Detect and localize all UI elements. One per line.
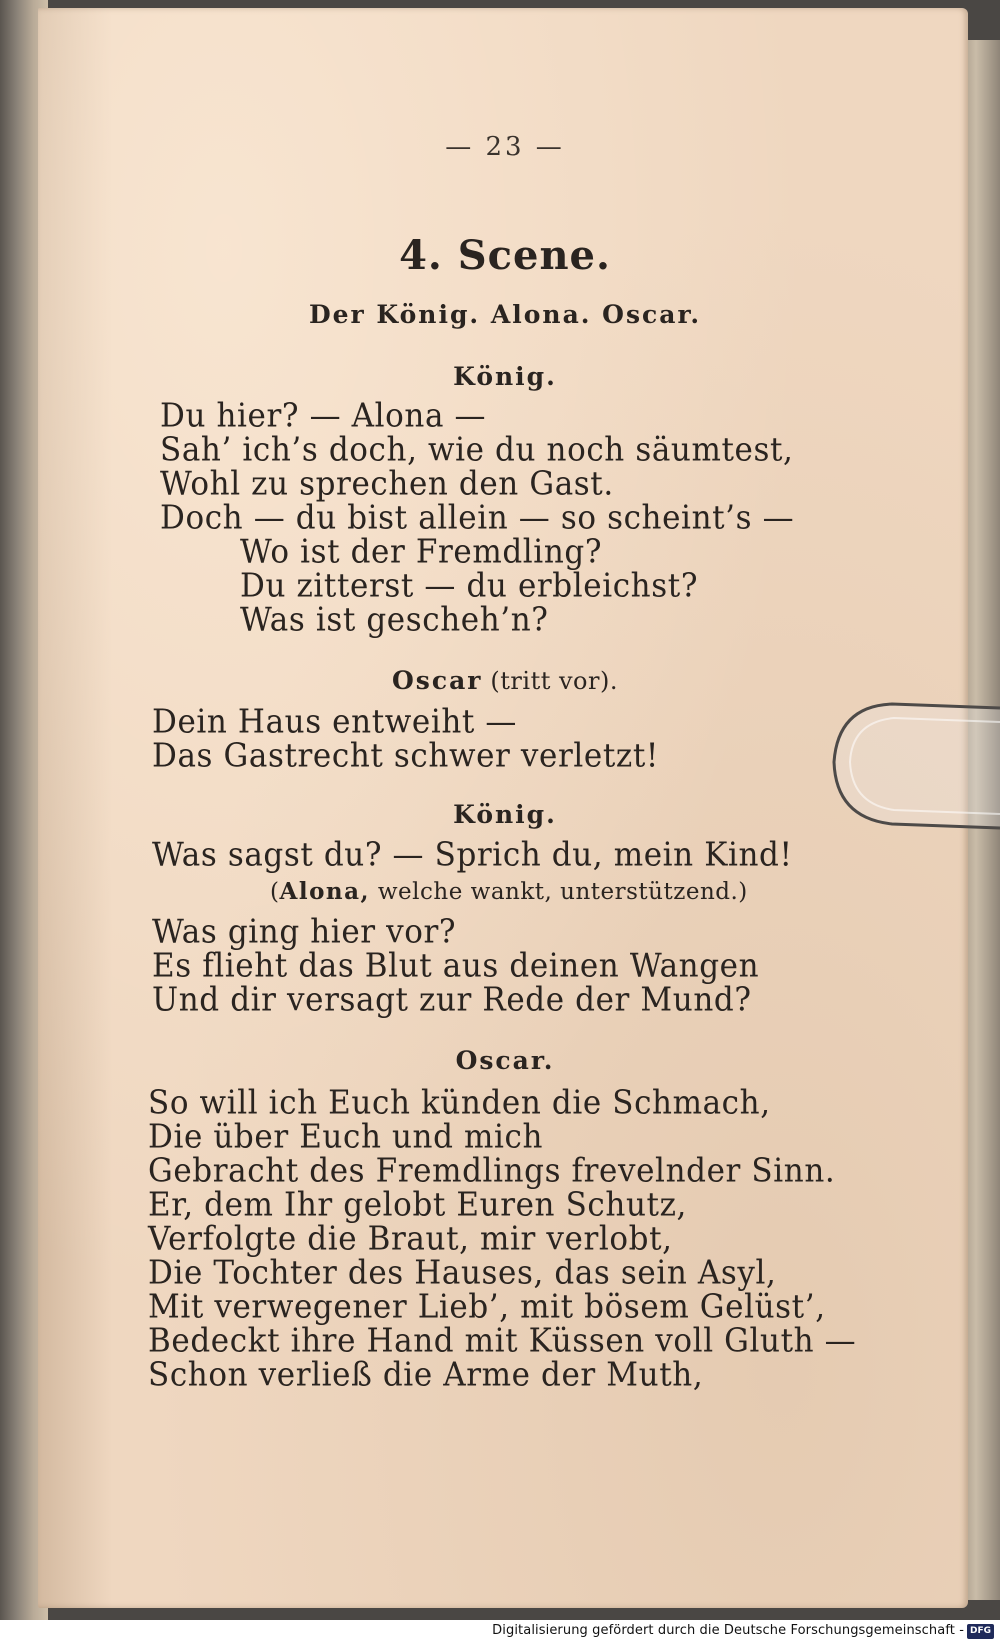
speaker-name: König.	[453, 800, 557, 829]
dramatis-personae: Der König. Alona. Oscar.	[308, 300, 702, 329]
speaker-name: König.	[453, 362, 557, 391]
verse-line: Gebracht des Fremdlings frevelnder Sinn.	[148, 1152, 836, 1190]
verse-line: Du hier? — Alona —	[160, 397, 487, 435]
verse-line: Das Gastrecht schwer verletzt!	[152, 737, 659, 775]
funding-credit: Digitalisierung gefördert durch die Deutsche Forschungsgemeinschaft -	[492, 1623, 964, 1638]
speaker-name: Oscar.	[455, 1046, 555, 1075]
verse-line: Es flieht das Blut aus deinen Wangen	[152, 947, 760, 985]
verse-line: Und dir versagt zur Rede der Mund?	[152, 981, 752, 1019]
verse-line: Was ging hier vor?	[152, 913, 457, 951]
stage-direction	[270, 878, 748, 905]
stage-direction-open: (	[270, 879, 280, 905]
scene-title: 4. Scene.	[399, 232, 611, 279]
speaker-heading	[0, 666, 1000, 695]
dfg-logo: DFG	[967, 1624, 994, 1639]
verse-line: Die Tochter des Hauses, das sein Asyl,	[148, 1254, 777, 1292]
page-number: — 23 —	[445, 132, 565, 162]
speaker-name: Oscar	[392, 666, 483, 695]
verse-line: Was sagst du? — Sprich du, mein Kind!	[152, 836, 793, 874]
verse-line: Du zitterst — du erbleichst?	[240, 567, 699, 605]
verse-line: Doch — du bist allein — so scheint’s —	[160, 499, 795, 537]
stage-direction-text: welche wankt, unterstützend.)	[370, 879, 748, 905]
verse-line: Bedeckt ihre Hand mit Küssen voll Gluth —	[148, 1322, 857, 1360]
verse-line: Sah’ ich’s doch, wie du noch säumtest,	[160, 431, 794, 469]
speaker-stage-note: (tritt vor).	[490, 667, 618, 695]
verse-line: Wohl zu sprechen den Gast.	[160, 465, 614, 503]
verse-line: Was ist gescheh’n?	[240, 601, 549, 639]
verse-line: Wo ist der Fremdling?	[240, 533, 603, 571]
verse-line: Schon verließ die Arme der Muth,	[148, 1356, 704, 1394]
verse-line: Er, dem Ihr gelobt Euren Schutz,	[148, 1186, 687, 1224]
verse-line: Die über Euch und mich	[148, 1118, 544, 1156]
verse-line: Mit verwegener Lieb’, mit bösem Gelüst’,	[148, 1288, 826, 1326]
verse-line: So will ich Euch künden die Schmach,	[148, 1084, 771, 1122]
stage-direction-name: Alona,	[279, 878, 371, 905]
verse-line: Dein Haus entweiht —	[152, 703, 518, 741]
verse-line: Verfolgte die Braut, mir verlobt,	[148, 1220, 673, 1258]
